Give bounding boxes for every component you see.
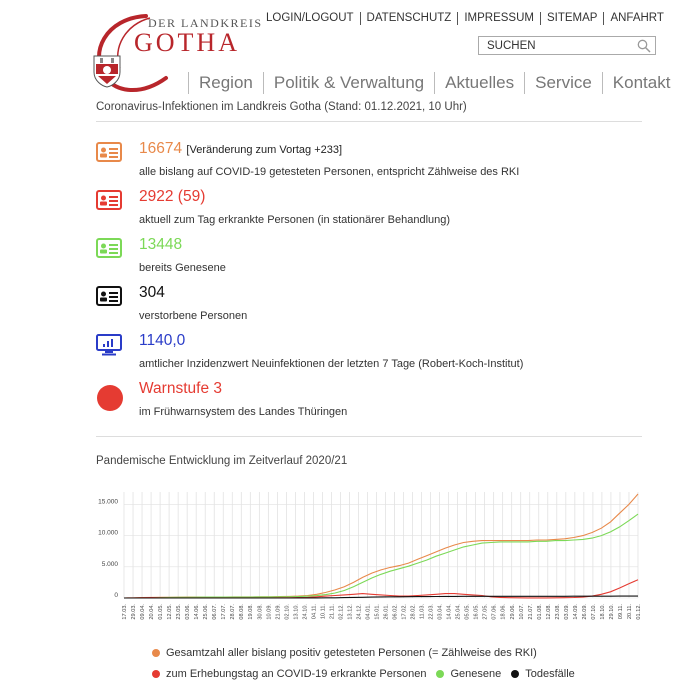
x-tick-label: 09.04. <box>140 604 147 620</box>
pandemic-line-chart <box>90 488 650 638</box>
series-line <box>124 494 638 598</box>
x-tick-label: 17.02. <box>401 604 408 620</box>
x-tick-label: 29.03. <box>131 604 138 620</box>
x-tick-label: 29.10. <box>608 604 615 620</box>
x-tick-label: 02.10. <box>284 604 291 620</box>
id-card-icon <box>96 286 122 306</box>
x-tick-label: 01.08. <box>536 604 543 620</box>
x-tick-label: 12.08. <box>545 604 552 620</box>
legend-label: Gesamtzahl aller bislang positiv getesteten Personen (= Zählweise des RKI) <box>166 647 537 659</box>
stat-description: amtlicher Inzidenzwert Neuinfektionen der letzten 7 Tage (Robert-Koch-Institut) <box>139 358 524 370</box>
x-tick-label: 21.09. <box>275 604 282 620</box>
stat-total-value-line <box>139 140 342 158</box>
x-tick-label: 26.09. <box>581 604 588 620</box>
id-card-icon <box>96 238 122 258</box>
x-tick-label: 07.06. <box>491 604 498 620</box>
x-tick-label: 16.05. <box>473 604 480 620</box>
y-tick-label: 10.000 <box>98 529 118 537</box>
x-tick-label: 25.06. <box>203 604 210 620</box>
site-header <box>0 0 696 100</box>
x-tick-label: 20.04. <box>149 604 156 620</box>
x-tick-label: 30.08. <box>257 604 264 620</box>
legend-row-2 <box>152 668 585 680</box>
orange-dot-icon <box>152 649 160 657</box>
legend-item-total[interactable] <box>152 647 537 659</box>
red-dot-icon <box>152 670 160 678</box>
x-tick-label: 17.07. <box>221 604 228 620</box>
x-tick-label: 21.07. <box>527 604 534 620</box>
x-tick-label: 06.02. <box>392 604 399 620</box>
legend-item-deaths[interactable] <box>511 668 575 680</box>
stat-description: alle bislang auf COVID-19 getesteten Personen, entspricht Zählweise des RKI <box>139 166 520 178</box>
stat-value: 13448 <box>139 236 183 253</box>
legend-item-active[interactable] <box>152 668 426 680</box>
monitor-chart-icon <box>96 334 122 356</box>
stat-value: 2922 (59) <box>139 188 206 205</box>
x-tick-label: 21.11. <box>329 604 336 620</box>
search-icon[interactable] <box>637 39 651 53</box>
legend-label: Genesene <box>450 668 502 680</box>
x-tick-label: 24.10. <box>302 604 309 620</box>
divider <box>96 121 642 122</box>
stat-description: bereits Genesene <box>139 262 226 274</box>
series-line <box>124 514 638 598</box>
x-tick-label: 10.09. <box>266 604 273 620</box>
x-tick-label: 24.12. <box>356 604 363 620</box>
stat-change-note: [Veränderung zum Vortag +233] <box>186 144 343 156</box>
nav-kontakt[interactable]: Kontakt <box>602 72 681 94</box>
green-dot-icon <box>436 670 444 678</box>
legend-item-recovered[interactable] <box>436 668 501 680</box>
topnav-datenschutz[interactable]: DATENSCHUTZ <box>360 12 458 25</box>
x-tick-label: 02.12. <box>338 604 345 620</box>
nav-region[interactable]: Region <box>188 72 263 94</box>
x-tick-label: 11.03. <box>419 604 426 620</box>
legend-row-1 <box>152 647 547 659</box>
x-tick-label: 27.05. <box>482 604 489 620</box>
x-tick-label: 09.11. <box>617 604 624 620</box>
logo-subtitle: DER LANDKREIS <box>148 16 263 30</box>
stat-description: verstorbene Personen <box>139 310 248 322</box>
legend-label: Todesfälle <box>525 668 575 680</box>
search-box <box>478 36 656 55</box>
y-tick-label: 5.000 <box>101 560 118 568</box>
x-tick-label: 29.06. <box>509 604 516 620</box>
coat-of-arms-icon <box>92 54 122 88</box>
nav-service[interactable]: Service <box>524 72 602 94</box>
x-tick-label: 10.11. <box>320 604 327 620</box>
x-tick-label: 26.01. <box>383 604 390 620</box>
x-tick-label: 25.04. <box>455 604 462 620</box>
x-tick-label: 14.06. <box>194 604 201 620</box>
x-tick-label: 03.04. <box>437 604 444 620</box>
red-circle-icon <box>96 384 124 412</box>
stat-value: 16674 <box>139 140 183 157</box>
x-tick-label: 10.07. <box>518 604 525 620</box>
nav-politik-verwaltung[interactable]: Politik & Verwaltung <box>263 72 434 94</box>
series-line <box>124 580 638 598</box>
main-navigation <box>188 72 680 94</box>
x-tick-label: 03.09. <box>563 604 570 620</box>
x-tick-label: 18.06. <box>500 604 507 620</box>
x-tick-label: 28.07. <box>230 604 237 620</box>
x-tick-label: 28.02. <box>410 604 417 620</box>
x-tick-label: 17.03. <box>122 604 128 620</box>
x-tick-label: 05.05. <box>464 604 471 620</box>
legend-label: zum Erhebungstag an COVID-19 erkrankte Personen <box>166 668 427 680</box>
nav-aktuelles[interactable]: Aktuelles <box>434 72 524 94</box>
topnav-impressum[interactable]: IMPRESSUM <box>457 12 540 25</box>
x-tick-label: 03.06. <box>185 604 192 620</box>
divider <box>96 436 642 437</box>
x-tick-label: 14.04. <box>446 604 453 620</box>
id-card-icon <box>96 142 122 162</box>
id-card-icon <box>96 190 122 210</box>
topnav-login[interactable]: LOGIN/LOGOUT <box>266 12 354 24</box>
top-navigation <box>262 12 670 25</box>
stat-value: 304 <box>139 284 165 301</box>
stat-value: Warnstufe 3 <box>139 380 222 397</box>
x-tick-label: 04.01. <box>365 604 372 620</box>
stat-value: 1140,0 <box>139 332 186 349</box>
x-tick-label: 06.07. <box>212 604 219 620</box>
topnav-sitemap[interactable]: SITEMAP <box>540 12 603 25</box>
x-tick-label: 12.05. <box>167 604 174 620</box>
x-tick-label: 04.11. <box>311 604 318 620</box>
stat-description: im Frühwarnsystem des Landes Thüringen <box>139 406 348 418</box>
page-subtitle: Coronavirus-Infektionen im Landkreis Gotha (Stand: 01.12.2021, 10 Uhr) <box>96 101 467 113</box>
x-tick-label: 14.09. <box>572 604 579 620</box>
search-input[interactable] <box>479 40 629 52</box>
x-tick-label: 20.11. <box>626 604 633 620</box>
stat-description: aktuell zum Tag erkrankte Personen (in stationärer Behandlung) <box>139 214 451 226</box>
x-tick-label: 22.03. <box>428 604 435 620</box>
black-dot-icon <box>511 670 519 678</box>
x-tick-label: 13.10. <box>293 604 300 620</box>
x-tick-label: 01.05. <box>158 604 165 620</box>
x-tick-label: 07.10. <box>590 604 597 620</box>
x-tick-label: 01.12. <box>636 604 642 620</box>
x-tick-label: 23.08. <box>554 604 561 620</box>
y-tick-label: 0 <box>114 592 118 599</box>
x-tick-label: 15.01. <box>374 604 381 620</box>
y-tick-label: 15.000 <box>98 498 118 506</box>
x-tick-label: 08.08. <box>239 604 246 620</box>
chart-title: Pandemische Entwicklung im Zeitverlauf 2020/21 <box>96 455 348 467</box>
x-tick-label: 13.12. <box>347 604 354 620</box>
x-tick-label: 23.05. <box>176 604 183 620</box>
topnav-anfahrt[interactable]: ANFAHRT <box>603 12 669 25</box>
logo-title: GOTHA <box>134 28 240 57</box>
x-tick-label: 19.08. <box>248 604 255 620</box>
x-tick-label: 18.10. <box>599 604 606 620</box>
